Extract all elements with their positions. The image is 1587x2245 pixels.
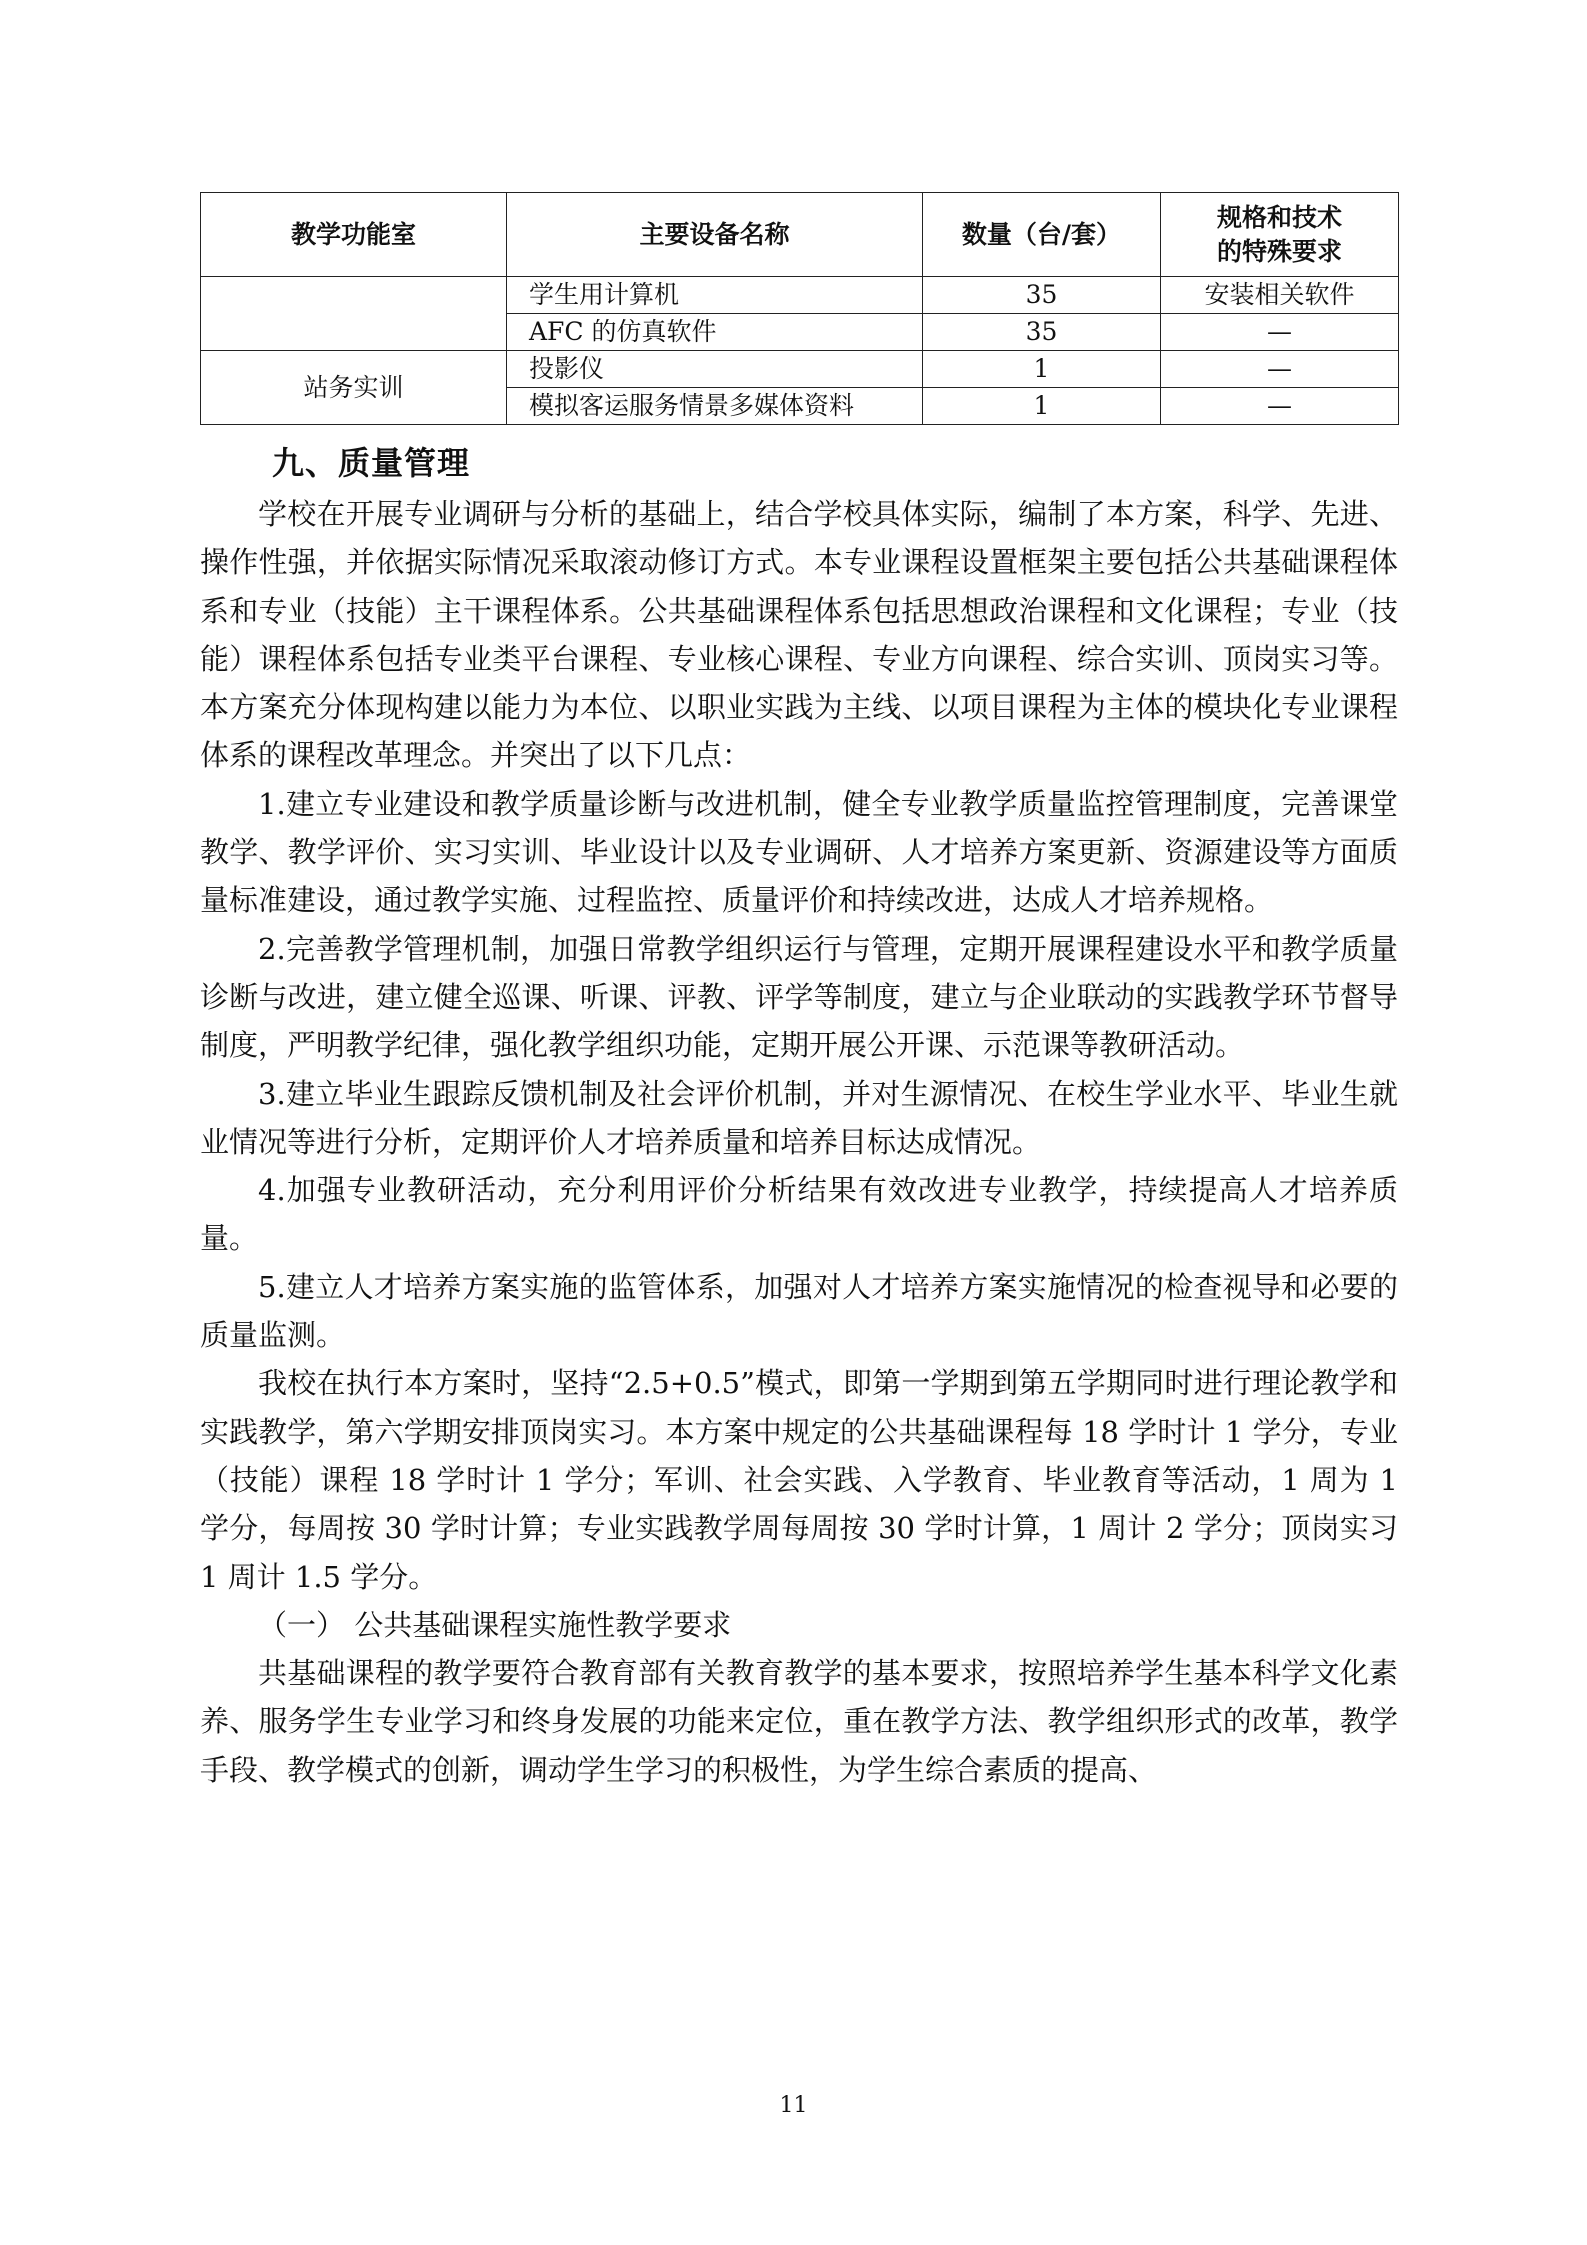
paragraph: 2.完善教学管理机制，加强日常教学组织运行与管理，定期开展课程建设水平和教学质量诊断与改进，建立健全巡课、听课、评教、评学等制度，建立与企业联动的实践教学环节督导制度，严明教学纪律，强化教学组织功能，定期开展公开课、示范课等教研活动。 xyxy=(200,931,1398,1063)
room-cell-empty xyxy=(201,277,507,351)
paragraph: 共基础课程的教学要符合教育部有关教育教学的基本要求，按照培养学生基本科学文化素养、服务学生专业学习和终身发展的功能来定位，重在教学方法、教学组织形式的改革，教学手段、教学模式的创新，调动学生学习的积极性，为学生综合素质的提高、 xyxy=(200,1656,1398,1787)
quantity-cell: 35 xyxy=(923,314,1161,351)
section-title: 九、质量管理 xyxy=(272,444,471,482)
paragraph: 1.建立专业建设和教学质量诊断与改进机制，健全专业教学质量监控管理制度，完善课堂教学、教学评价、实习实训、毕业设计以及专业调研、人才培养方案更新、资源建设等方面质量标准建设，通过教学实施、过程监控、质量评价和持续改进，达成人才培养规格。 xyxy=(200,786,1398,918)
spec-cell: — xyxy=(1161,351,1399,388)
paragraph: 学校在开展专业调研与分析的基础上，结合学校具体实际，编制了本方案，科学、先进、操作性强，并依据实际情况采取滚动修订方式。本专业课程设置框架主要包括公共基础课程体系和专业（技能）主干课程体系。公共基础课程体系包括思想政治课程和文化课程；专业（技能）课程体系包括专业类平台课程、专业核心课程、专业方向课程、综合实训、顶岗实习等。本方案充分体现构建以能力为本位、以职业实践为主线、以项目课程为主体的模块化专业课程体系的课程改革理念。并突出了以下几点： xyxy=(200,497,1398,773)
paragraph: 5.建立人才培养方案实施的监管体系，加强对人才培养方案实施情况的检查视导和必要的质量监测。 xyxy=(200,1269,1398,1353)
equipment-name-cell: AFC 的仿真软件 xyxy=(507,314,923,351)
table-header-row xyxy=(201,193,1399,277)
paragraph: 我校在执行本方案时，坚持“2.5+0.5”模式，即第一学期到第五学期同时进行理论教学和实践教学，第六学期安排顶岗实习。本方案中规定的公共基础课程每 18 学时计 1 学分，专业（技能）课程 18 学时计 1 学分；军训、社会实践、入学教育、毕业教育等活动，1 周为 1 学分，每周按 30 学时计算；专业实践教学周每周按 30 学时计算，1 周计 2 学分；顶岗实习 1 周计 1.5 学分。 xyxy=(200,1366,1398,1594)
spec-cell: — xyxy=(1161,314,1399,351)
spec-cell: 安装相关软件 xyxy=(1161,277,1399,314)
header-quantity: 数量（台/套） xyxy=(923,193,1161,277)
header-room: 教学功能室 xyxy=(201,193,507,277)
header-equipment-name: 主要设备名称 xyxy=(507,193,923,277)
equipment-table xyxy=(200,192,1399,425)
header-spec-line2: 的特殊要求 xyxy=(1216,236,1342,266)
page-number: 11 xyxy=(779,2093,808,2118)
quantity-cell: 1 xyxy=(923,351,1161,388)
header-spec-line1: 规格和技术 xyxy=(1216,202,1342,232)
table-row xyxy=(201,351,1399,388)
spec-cell: — xyxy=(1161,388,1399,425)
table-row xyxy=(201,277,1399,314)
quantity-cell: 1 xyxy=(923,388,1161,425)
quantity-cell: 35 xyxy=(923,277,1161,314)
body-text xyxy=(200,490,1398,1794)
room-cell: 站务实训 xyxy=(201,351,507,425)
paragraph: 4.加强专业教研活动，充分利用评价分析结果有效改进专业教学，持续提高人才培养质量。 xyxy=(200,1173,1398,1256)
equipment-name-cell: 投影仪 xyxy=(507,351,923,388)
equipment-name-cell: 学生用计算机 xyxy=(507,277,923,314)
paragraph: 3.建立毕业生跟踪反馈机制及社会评价机制，并对生源情况、在校生学业水平、毕业生就业情况等进行分析，定期评价人才培养质量和培养目标达成情况。 xyxy=(200,1076,1398,1159)
equipment-name-cell: 模拟客运服务情景多媒体资料 xyxy=(507,388,923,425)
subsection-heading: （一） 公共基础课程实施性教学要求 xyxy=(258,1607,732,1642)
header-spec xyxy=(1161,193,1399,277)
